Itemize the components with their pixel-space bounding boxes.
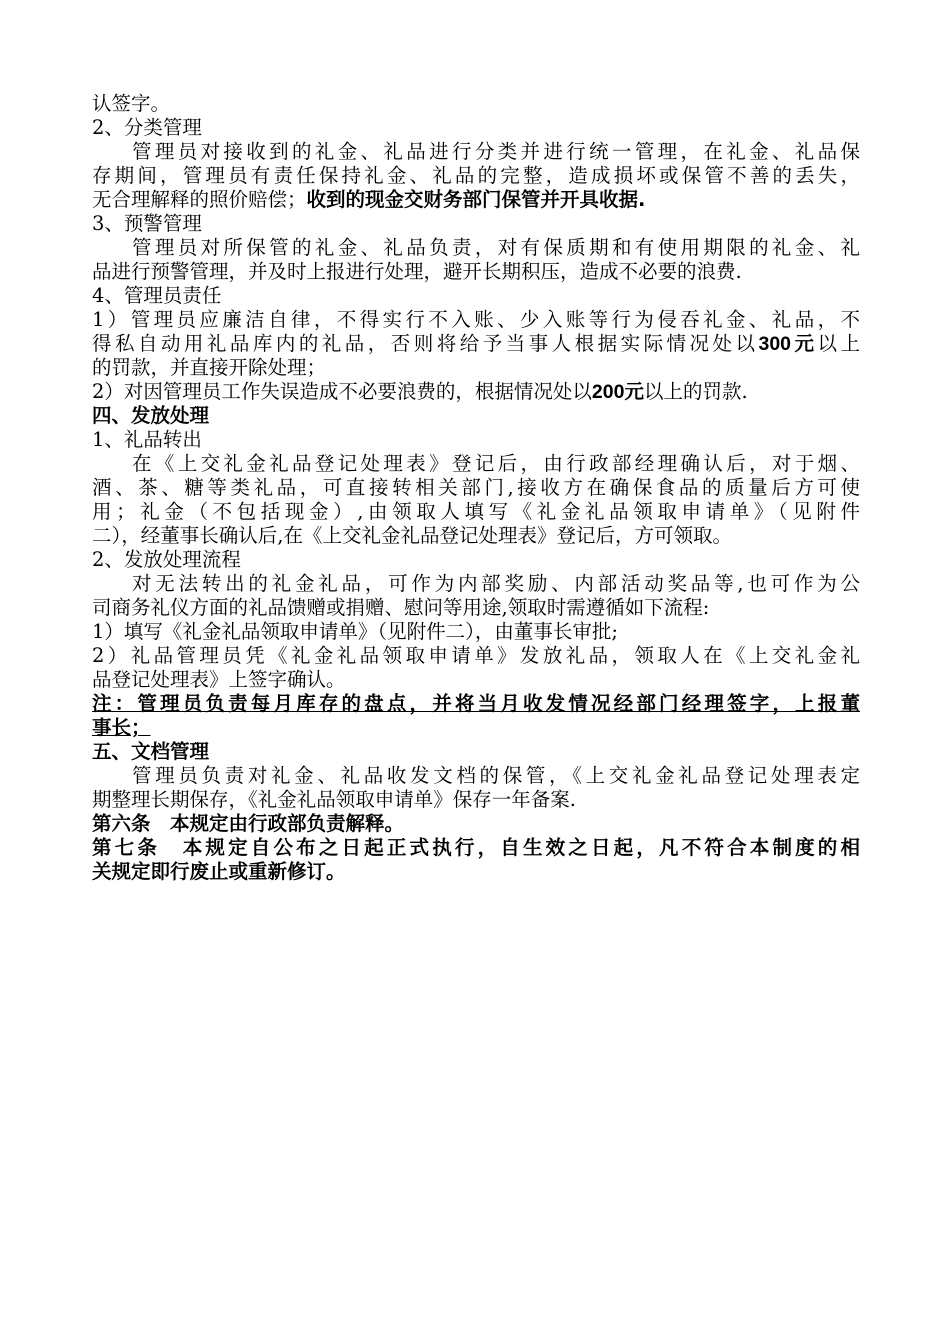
text-line: 认签字。 — [92, 92, 171, 115]
note-text: 事长； — [92, 716, 151, 739]
text-span: 无合理解释的照价赔偿； — [92, 188, 307, 211]
text-line: 在《上交礼金礼品登记处理表》登记后，由行政部经理确认后，对于烟、 — [132, 452, 860, 475]
text-line: 的罚款，并直接开除处理； — [92, 356, 327, 379]
section-heading: 1、礼品转出 — [92, 428, 202, 451]
section-heading: 2、分类管理 — [92, 116, 202, 139]
bold-text: 收到的现金交财务部门保管并开具收据. — [306, 188, 646, 211]
text-line: 1）管理员应廉洁自律，不得实行不入账、少入账等行为侵吞礼金、礼品，不 — [92, 308, 860, 331]
text-span: 得私自动用礼品库内的礼品，否则将给予当事人根据实际情况处以 — [92, 332, 759, 355]
text-line: 司商务礼仪方面的礼品馈赠或捐赠、慰问等用途,领取时需遵循如下流程: — [92, 596, 710, 619]
text-line — [92, 188, 860, 212]
article-text: 关规定即行废止或重新修订。 — [92, 860, 346, 883]
article-text: 第七条 本规定自公布之日起正式执行，自生效之日起，凡不符合本制度的相 — [92, 836, 860, 859]
text-span: 以上 — [817, 332, 860, 355]
text-line: 存期间，管理员有责任保持礼金、礼品的完整，造成损坏或保管不善的丢失， — [92, 164, 860, 187]
section-heading: 3、预警管理 — [92, 212, 202, 235]
text-line: 用；礼金（不包括现金）,由领取人填写《礼金礼品领取申请单》（见附件 — [92, 500, 860, 523]
note-text: 注：管理员负责每月库存的盘点，并将当月收发情况经部门经理签字，上报董 — [92, 692, 860, 715]
text-line: 管理员对接收到的礼金、礼品进行分类并进行统一管理，在礼金、礼品保 — [132, 140, 860, 163]
text-line: 管理员负责对礼金、礼品收发文档的保管，《上交礼金礼品登记处理表定 — [132, 764, 860, 787]
amount-text: 300元 — [758, 333, 818, 355]
text-line: 品进行预警管理，并及时上报进行处理，避开长期积压，造成不必要的浪费. — [92, 260, 742, 283]
text-span: 2）对因管理员工作失误造成不必要浪费的，根据情况处以 — [92, 380, 592, 403]
section-heading: 2、发放处理流程 — [92, 548, 241, 571]
section-heading: 4、管理员责任 — [92, 284, 222, 307]
text-line: 酒、茶、糖等类礼品，可直接转相关部门,接收方在确保食品的质量后方可使 — [92, 476, 860, 499]
text-line: 对无法转出的礼金礼品，可作为内部奖励、内部活动奖品等,也可作为公 — [132, 572, 860, 595]
text-line: 2）礼品管理员凭《礼金礼品领取申请单》发放礼品，领取人在《上交礼金礼 — [92, 644, 860, 667]
text-line: 1）填写《礼金礼品领取申请单》（见附件二），由董事长审批; — [92, 620, 618, 643]
text-line — [92, 332, 860, 356]
text-line: 管理员对所保管的礼金、礼品负责，对有保质期和有使用期限的礼金、礼 — [132, 236, 860, 259]
amount-text: 200元 — [591, 381, 644, 403]
text-span: 以上的罚款. — [643, 380, 748, 403]
text-line — [92, 380, 860, 404]
article-text: 第六条 本规定由行政部负责解释。 — [92, 812, 405, 835]
text-line: 二），经董事长确认后,在《上交礼金礼品登记处理表》登记后，方可领取。 — [92, 524, 732, 547]
text-line: 期整理长期保存，《礼金礼品领取申请单》保存一年备案. — [92, 788, 576, 811]
chapter-heading: 四、发放处理 — [92, 404, 210, 427]
document-page — [92, 92, 860, 884]
text-line: 品登记处理表》上签字确认。 — [92, 668, 346, 691]
chapter-heading: 五、文档管理 — [92, 740, 210, 763]
